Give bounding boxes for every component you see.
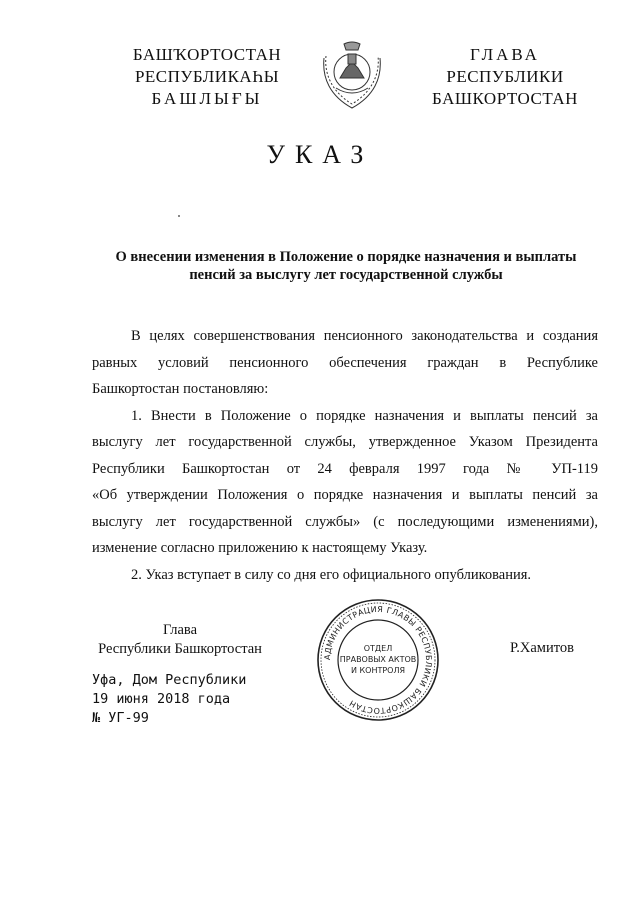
body-line-5: выслугу лет государственной службы, утвержденное Указом Президента: [92, 434, 598, 450]
stamp-center-line-3: И КОНТРОЛЯ: [350, 666, 406, 675]
body-line-3: Башкортостан постановляю:: [92, 381, 269, 397]
body-line-4: 1. Внести в Положение о порядке назначения и выплаты пенсий за: [131, 407, 598, 424]
subject-line-1: О внесении изменения в Положение о порядке назначения и выплаты: [115, 249, 577, 265]
document-body: [92, 323, 598, 588]
header-left-line-1: БАШҠОРТОСТАН: [132, 45, 282, 64]
signatory-name: Р.Хамитов: [510, 640, 574, 656]
body-line-1: В целях совершенствования пенсионного законодательства и создания: [131, 328, 598, 344]
body-line-10: 2. Указ вступает в силу со дня его официального опубликования.: [131, 566, 532, 583]
header-left-line-3: БАШЛЫҒЫ: [151, 89, 263, 108]
signature-title-line-1: Глава: [162, 622, 198, 638]
body-line-7: «Об утверждении Положения о порядке назначения и выплаты пенсий за: [92, 487, 598, 503]
issue-city: Уфа, Дом Республики: [92, 672, 247, 688]
signature-title: [90, 621, 270, 659]
header-right-line-3: БАШКОРТОСТАН: [432, 89, 578, 108]
issue-number: № УГ-99: [92, 710, 149, 726]
header-left-line-2: РЕСПУБЛИКАҺЫ: [134, 67, 280, 86]
stamp-center-line-1: ОТДЕЛ: [363, 644, 393, 653]
header-right: [390, 44, 620, 110]
signature-title-line-2: Республики Башкортостан: [98, 641, 262, 657]
document-subject: [96, 248, 596, 284]
scan-speck: [178, 215, 180, 217]
header-right-line-2: РЕСПУБЛИКИ: [446, 67, 564, 86]
coat-of-arms-emblem-icon: [316, 38, 388, 112]
body-line-8: выслугу лет государственной службы» (с последующими изменениями),: [92, 513, 598, 530]
official-stamp: [314, 596, 442, 724]
document-title: УКАЗ: [266, 140, 374, 169]
body-line-6: Республики Башкортостан от 24 февраля 1997 года № УП-119: [92, 460, 598, 477]
subject-line-2: пенсий за выслугу лет государственной службы: [189, 267, 503, 283]
body-line-2: равных условий пенсионного обеспечения граждан в Республике: [92, 354, 598, 371]
stamp-ring-textpath: АДМИНИСТРАЦИЯ ГЛАВЫ РЕСПУБЛИКИ БАШКОРТОСТАН: [322, 604, 434, 716]
stamp-center-line-2: ПРАВОВЫХ АКТОВ: [339, 655, 417, 664]
header-left: [92, 44, 322, 110]
issue-date: 19 июня 2018 года: [92, 691, 231, 707]
issue-place-date: [92, 671, 246, 728]
header-right-line-1: ГЛАВА: [470, 45, 540, 64]
body-line-9: изменение согласно приложению к настоящему Указу.: [92, 540, 428, 556]
